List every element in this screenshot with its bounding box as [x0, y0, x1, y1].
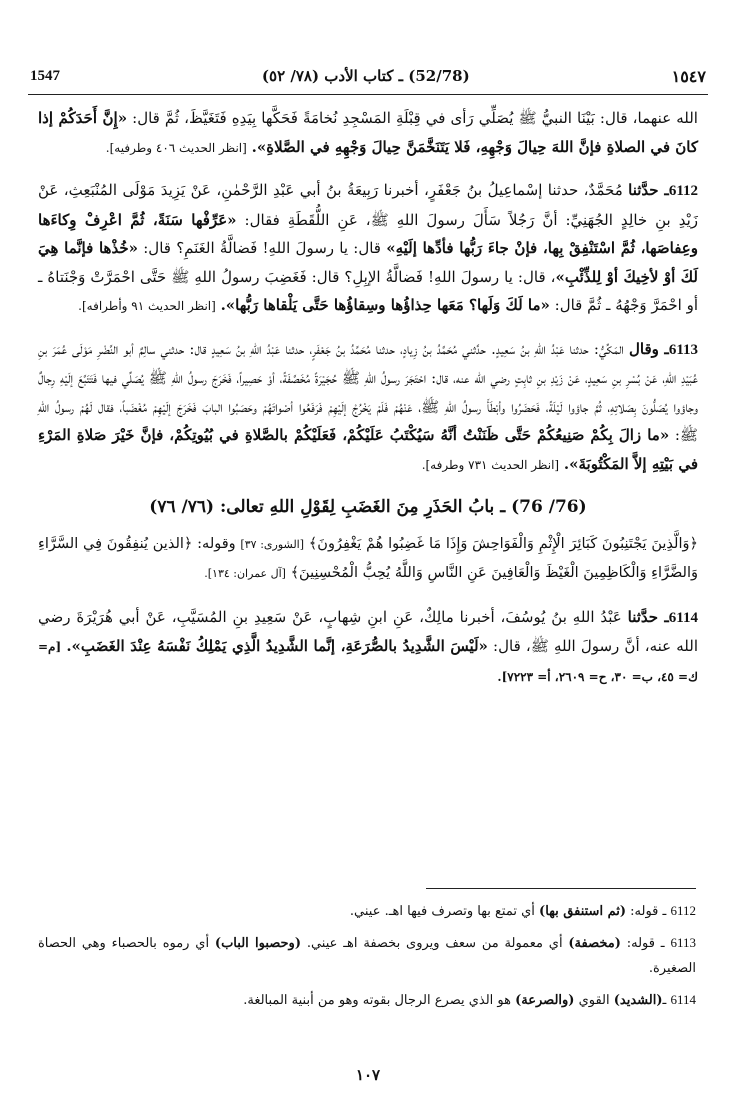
quran-verses [38, 530, 698, 589]
verse-al-imran: ﴿الذين يُنفِقُونَ فِي السَّرَّاءِ وَالضَّرَّاءِ وَالْكَاظِمِينَ الْغَيْظَ وَالْعَافِينَ عَنِ النَّاسِ وَاللَّهُ يُحِبُّ الْمُحْسِنِينَ﴾ [38, 535, 698, 581]
page-folio: ١٠٧ [355, 1066, 381, 1084]
hadith-reference: [م= ك= ٤٥، ب= ٣٠، ح= ٢٦٠٩، أ= ٧٢٢٣]. [38, 640, 698, 684]
hadith-lead: ـ حدَّثنا [627, 607, 669, 626]
prophetic-saying: «ما لَكَ وَلَها؟ مَعَها حِذاؤُها وسِقاؤُها حَتَّى يَلْقاها رَبُّها». [220, 296, 550, 314]
continuation-text: الله عنهما، قال: بَيْنَا النبيُّ ﷺ يُصَلِّي رَأى في قِبْلَةِ المَسْجِدِ نُخامَةً فَحَكَّها بِيَدِهِ فَتَغَيَّظَ، ثُمَّ قال: [127, 109, 698, 127]
verse-reference: [الشورى: ٣٧] [240, 537, 305, 551]
footnote-prefix: ـ [662, 993, 671, 1008]
continuation-prophetic-saying: «إِنَّ أَحَدَكُمْ إذا كانَ في الصلاةِ فإنَّ اللهَ حِيالَ وَجْهِهِ، فَلا يَتَنَخَّمَنَّ حِيالَ وَجْهِهِ في الصَّلاةِ». [38, 109, 698, 156]
page-number-latin: 1547 [30, 67, 60, 84]
hadith-text: قال: يا رسولَ اللهِ! فَضالَّةُ الغَنَمِ؟ قال: [138, 239, 387, 257]
verse-connector: وقوله: [192, 535, 241, 552]
hadith-text: مُحَمَّدٌ، حدثنا إسْماعِيلُ بنُ جَعْفَرٍ، أخبرنا رَبِيعَةُ بنُ أبي عَبْدِ الرَّحْمٰنِ، عَنْ يَزِيدَ مَوْلَى المُنْبَعِثِ، عَنْ زَيْدِ بنِ خالِدٍ الجُهَنِيِّ: أنَّ رَجُلاً سَأَلَ رسولَ اللهِ ﷺ، عَنِ اللُّقَطَةِ فقال: [38, 181, 699, 229]
verse-reference: [آل عمران: ١٣٤]. [204, 567, 286, 580]
hadith-number: 6112 [668, 183, 698, 199]
footnote-text: أي تمتع بها وتصرف فيها اهـ. عيني. [349, 904, 540, 919]
footnote-text: هو الذي يصرع الرجال بقوته وهو من أبنية المبالغة. [243, 993, 516, 1008]
page-number-arabic: ١٥٤٧ [671, 66, 706, 86]
hadith-lead: ـ وقال [628, 339, 669, 358]
footnote-6114 [38, 987, 696, 1013]
hadith-reference: [انظر الحديث ٧٣١ وطرفه]. [421, 457, 560, 472]
hadith-continuation [38, 104, 698, 162]
hadith-lead: ـ حدَّثنا [628, 181, 669, 199]
footnote-prefix: ـ قوله: [620, 936, 671, 951]
prophetic-saying: «خُذْها فإنَّما هِيَ لَكَ أوْ لأخِيكَ أوْ لِلذِّئْبِ» [38, 239, 699, 286]
header-divider [28, 94, 708, 95]
footnote-prefix: ـ قوله: [626, 904, 671, 919]
continuation-reference: [انظر الحديث ٤٠٦ وطرفيه]. [105, 140, 247, 155]
footnote-term: (الشديد) [613, 993, 663, 1008]
footnote-term: (ثم استنفق بها) [539, 904, 627, 919]
footnote-number: 6114 [670, 992, 696, 1007]
footnotes [38, 898, 696, 1019]
footnote-term: (مخصفة) [568, 936, 621, 951]
footnote-6113 [38, 930, 696, 981]
hadith-6114 [38, 603, 698, 692]
prophetic-saying: «عَرِّفْها سَنَةً، ثُمَّ اعْرِفْ وِكاءَها وعِفاصَها، ثُمَّ اسْتَنْفِقْ بِها، فإنْ جاءَ رَبُّها فأدِّها إلَيْهِ» [38, 210, 698, 257]
running-title: (52/78) ـ كتاب الأدب (٧٨/ ٥٢) [261, 67, 470, 85]
hadith-6113 [38, 335, 698, 480]
footnote-text: القوي [574, 993, 614, 1008]
hadith-number: 6113 [668, 341, 698, 358]
hadith-text: المَكِّيُّ: حدثنا عَبْدُ اللهِ بنُ سَعِيدٍ. حدَّثني مُحَمَّدُ بنُ زِيادٍ، حدثنا مُحَمَّدُ بنُ جَعْفَرٍ، حدثنا عَبْدُ اللهِ بنُ سَعِيدٍ قال: حدثني سالِمٌ أبو النَّضْرِ مَوْلَى عُمَرَ بنِ عُبَيْدِ اللهِ، عَنْ بُسْرِ بنِ سَعِيدٍ، عَنْ زَيْدِ بنِ ثابِتٍ رضي الله عنه، قال: احْتَجَرَ رسولُ اللهِ ﷺ حُجَيْرَةً مُخَصَّفَةً، أوْ حَصِيراً، فَخَرَجَ رسولُ اللهِ ﷺ يُصَلِّي فيها فَتَتَبَّعَ إلَيْهِ رِجالٌ وجاؤوا يُصَلُّونَ بِصَلاتِهِ، ثُمَّ جاؤوا لَيْلَةً، فَحَضَرُوا وأبْطَأَ رسولُ اللهِ ﷺ، عَنْهُمْ فَلَمْ يَخْرُجْ إلَيْهِمْ فَرَفَعُوا أصْواتَهُمْ وحَصَبُوا البابَ فَخَرَجَ إلَيْهِمْ مُغْضَباً، فقال لَهُمْ رسولُ اللهِ ﷺ: [38, 339, 698, 444]
hadith-text: ، قال: يا رسولَ اللهِ! فَضالَّةُ الإبِلِ؟ قال: فَغَضِبَ رسولُ اللهِ ﷺ حَتَّى احْمَرَّتْ وَجْنَتاهُ ـ أو احْمَرَّ وَجْهُهُ ـ ثُمَّ قال: [38, 267, 698, 314]
main-text [38, 104, 698, 705]
hadith-text: عَبْدُ اللهِ بنُ يُوسُفَ، أخبرنا مالِكٌ، عَنِ ابنِ شِهابٍ، عَنْ سَعِيدِ بنِ المُسَيَّبِ، عَنْ أبي هُرَيْرَةَ رضي الله عنه، أنَّ رسولَ اللهِ ﷺ، قال: [38, 607, 698, 655]
footnote-text: أي معمولة من سعف ويروى بخصفة اهـ عيني. [301, 936, 569, 951]
footnote-number: 6112 [670, 903, 696, 918]
footnote-6112 [38, 898, 696, 924]
footnote-term: (وحصبوا الباب) [214, 936, 301, 951]
hadith-reference: [انظر الحديث ٩١ وأطرافه]. [78, 299, 216, 313]
hadith-6112 [38, 176, 698, 321]
hadith-number: 6114 [668, 609, 698, 626]
chapter-title: (76/ 76) ـ بابُ الحَذَرِ مِنَ الغَضَبِ لِقَوْلِ اللهِ تعالى: (٧٦/ ٧٦) [149, 497, 587, 517]
prophetic-saying: «لَيْسَ الشَّدِيدُ بالصُّرَعَةِ، إنَّما الشَّدِيدُ الَّذِي يَمْلِكُ نَفْسَهُ عِنْدَ الغَضَبِ». [66, 637, 488, 655]
page-header [30, 64, 706, 88]
verse-ash-shura: ﴿وَالَّذِينَ يَجْتَنِبُونَ كَبَائِرَ الْإِثْمِ وَالْفَوَاحِشَ وَإِذَا مَا غَضِبُوا هُمْ يَغْفِرُونَ﴾ [308, 535, 698, 552]
footnote-term: (والصرعة) [515, 993, 575, 1008]
footnote-number: 6113 [670, 935, 696, 950]
footnote-divider [426, 888, 696, 889]
prophetic-saying: «ما زالَ بِكُمْ صَنِيعُكُمْ حَتَّى ظَنَنْتُ أنَّهُ سَيُكْتَبُ عَلَيْكُمْ، فَعَلَيْكُمْ بالصَّلاةِ في بُيُوتِكُمْ، فإنَّ خَيْرَ صَلاةِ المَرْءِ في بَيْتِهِ إلاَّ المَكْتُوبَةَ». [38, 426, 698, 473]
footnote-text: أي رموه بالحصباء وهي الحصاة الصغيرة. [38, 936, 696, 976]
